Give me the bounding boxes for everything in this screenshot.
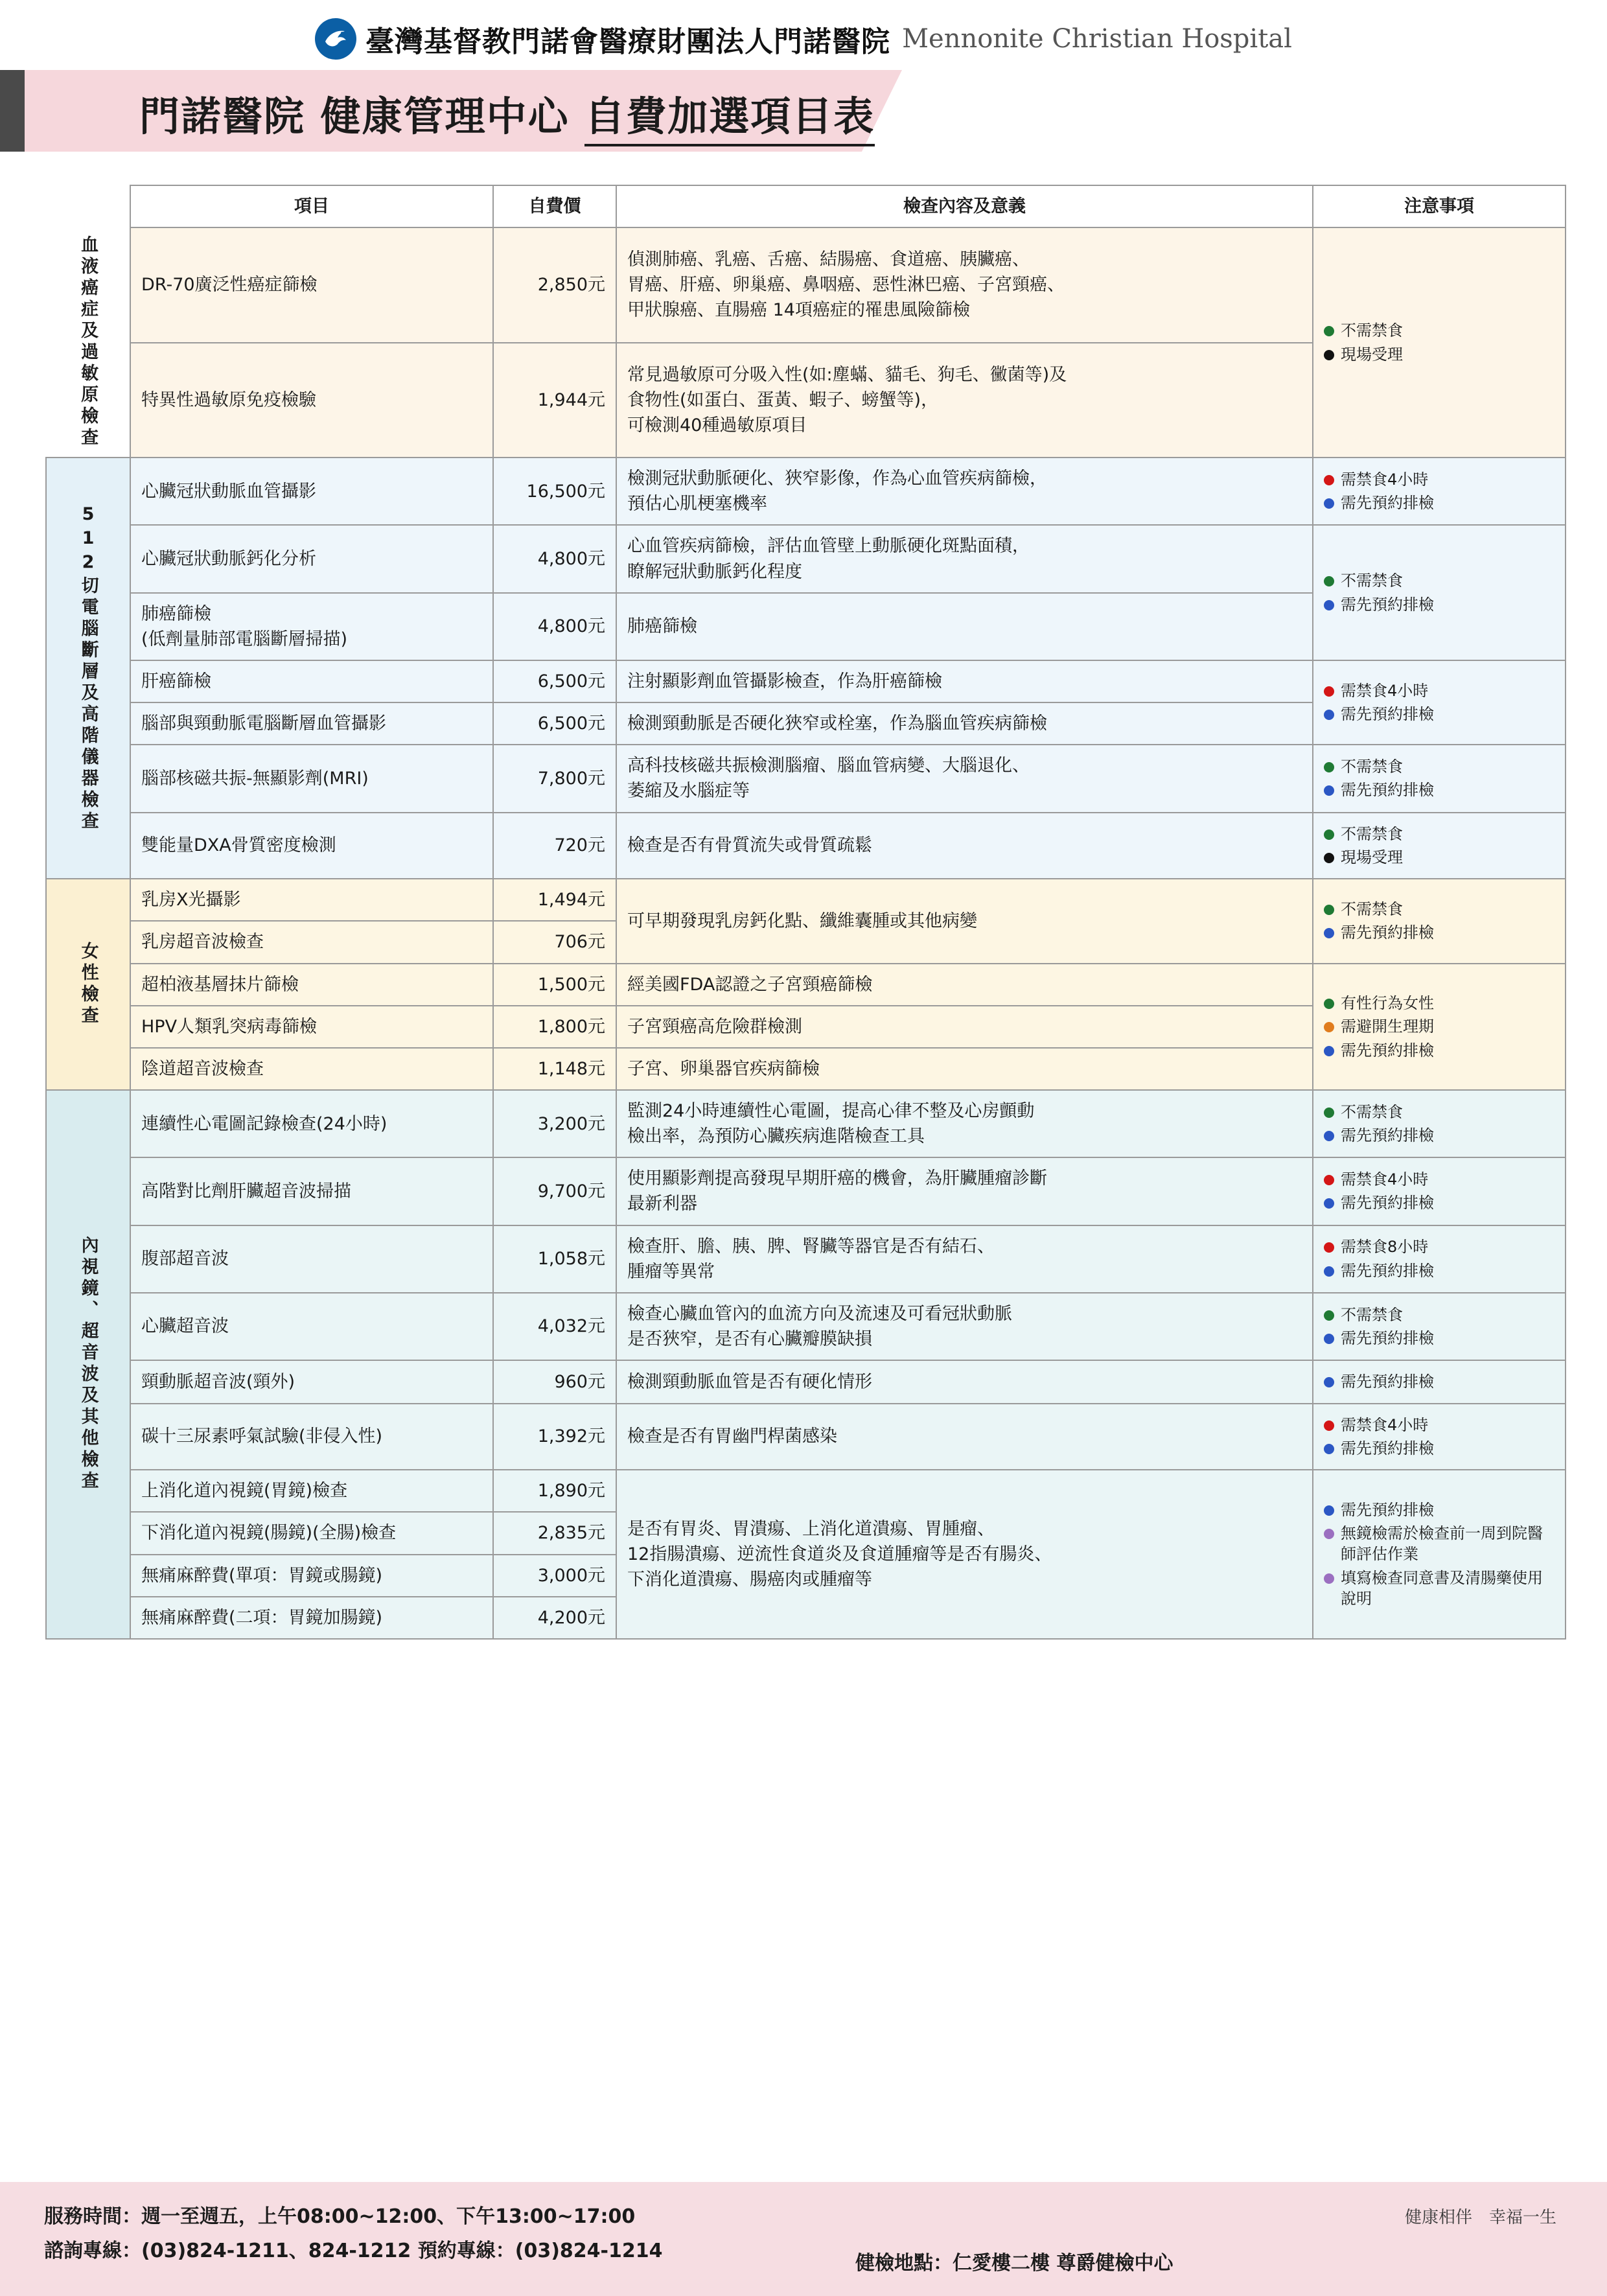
table-row — [46, 525, 1566, 592]
row-price: 3,200元 — [493, 1090, 616, 1157]
note-text: 填寫檢查同意書及清腸藥使用說明 — [1341, 1568, 1543, 1608]
price-table-container — [45, 185, 1565, 1640]
row-item-name: 雙能量DXA骨質密度檢測 — [130, 813, 493, 879]
note-bullet-green-icon — [1324, 576, 1334, 586]
note-line — [1324, 993, 1555, 1014]
note-bullet-blue-icon — [1324, 1444, 1334, 1454]
row-item-name: 腹部超音波 — [130, 1225, 493, 1293]
note-bullet-black-icon — [1324, 853, 1334, 863]
note-text: 不需禁食 — [1341, 321, 1403, 340]
row-description: 可早期發現乳房鈣化點、纖維囊腫或其他病變 — [616, 879, 1313, 963]
row-price: 1,500元 — [493, 964, 616, 1006]
hospital-name-cn: 臺灣基督教門諾會醫療財團法人門諾醫院 — [365, 25, 891, 58]
footer-contact-block — [44, 2200, 663, 2268]
hospital-header — [0, 0, 1607, 60]
row-price: 1,890元 — [493, 1470, 616, 1512]
note-text: 不需禁食 — [1341, 758, 1403, 776]
title-banner-accent-bar — [0, 70, 25, 152]
note-line — [1324, 1328, 1555, 1349]
note-bullet-red-icon — [1324, 1242, 1334, 1253]
row-notes — [1313, 964, 1566, 1090]
row-description: 檢查肝、膽、胰、脾、腎臟等器官是否有結石、 腫瘤等異常 — [616, 1225, 1313, 1293]
row-price: 2,850元 — [493, 227, 616, 343]
row-notes — [1313, 813, 1566, 879]
dove-icon — [315, 18, 356, 60]
note-bullet-blue-icon — [1324, 785, 1334, 796]
row-description: 經美國FDA認證之子宮頸癌篩檢 — [616, 964, 1313, 1006]
row-description: 偵測肺癌、乳癌、舌癌、結腸癌、食道癌、胰臟癌、 胃癌、肝癌、卵巢癌、鼻咽癌、惡性淋巴癌、子宮頸癌、 甲狀腺癌、直腸癌 14項癌症的罹患風險篩檢 — [616, 227, 1313, 343]
note-bullet-green-icon — [1324, 762, 1334, 772]
note-line — [1324, 847, 1555, 868]
table-row — [46, 1360, 1566, 1403]
note-text: 不需禁食 — [1341, 1305, 1403, 1324]
row-price: 16,500元 — [493, 458, 616, 525]
table-row — [46, 660, 1566, 702]
row-item-name: 頸動脈超音波(頸外) — [130, 1360, 493, 1403]
row-description: 高科技核磁共振檢測腦瘤、腦血管病變、大腦退化、 萎縮及水腦症等 — [616, 745, 1313, 812]
column-header-description: 檢查內容及意義 — [616, 185, 1313, 227]
row-description: 注射顯影劑血管攝影檢查，作為肝癌篩檢 — [616, 660, 1313, 702]
row-description: 監測24小時連續性心電圖，提高心律不整及心房顫動 檢出率，為預防心臟疾病進階檢查工具 — [616, 1090, 1313, 1157]
note-text: 需禁食4小時 — [1341, 681, 1429, 700]
note-bullet-red-icon — [1324, 1175, 1334, 1185]
note-line — [1324, 1438, 1555, 1459]
row-description: 檢測冠狀動脈硬化、狹窄影像，作為心血管疾病篩檢， 預估心肌梗塞機率 — [616, 458, 1313, 525]
table-row — [46, 227, 1566, 343]
table-head — [46, 185, 1566, 227]
row-item-name: 心臟冠狀動脈鈣化分析 — [130, 525, 493, 592]
row-item-name: 上消化道內視鏡(胃鏡)檢查 — [130, 1470, 493, 1512]
note-text: 需先預約排檢 — [1341, 1373, 1434, 1391]
row-description: 使用顯影劑提高發現早期肝癌的機會，為肝臟腫瘤診斷 最新利器 — [616, 1157, 1313, 1225]
note-line — [1324, 1500, 1555, 1520]
row-item-name: 超柏液基層抹片篩檢 — [130, 964, 493, 1006]
note-text: 需先預約排檢 — [1341, 1261, 1434, 1280]
row-description: 是否有胃炎、胃潰瘍、上消化道潰瘍、胃腫瘤、 12指腸潰瘍、逆流性食道炎及食道腫瘤等是否有腸炎、 下消化道潰瘍、腸癌肉或腫瘤等 — [616, 1470, 1313, 1639]
note-text: 需先預約排檢 — [1341, 705, 1434, 724]
row-price: 1,058元 — [493, 1225, 616, 1293]
note-bullet-purple-icon — [1324, 1529, 1334, 1539]
table-row — [46, 1225, 1566, 1293]
footer-location: 健檢地點：仁愛樓二樓 尊爵健檢中心 — [855, 2252, 1173, 2275]
note-text: 需先預約排檢 — [1341, 1041, 1434, 1060]
row-notes — [1313, 1293, 1566, 1360]
table-row — [46, 745, 1566, 812]
note-line — [1324, 1192, 1555, 1213]
note-line — [1324, 922, 1555, 943]
note-text: 不需禁食 — [1341, 572, 1403, 590]
row-item-name: 特異性過敏原免疫檢驗 — [130, 343, 493, 458]
row-price: 1,494元 — [493, 879, 616, 921]
page-title — [139, 84, 875, 142]
note-text: 現場受理 — [1341, 345, 1403, 364]
row-description: 心血管疾病篩檢，評估血管壁上動脈硬化斑點面積， 瞭解冠狀動脈鈣化程度 — [616, 525, 1313, 592]
footer-phones: 諮詢專線：(03)824-1211、824-1212 預約專線：(03)824-1214 — [44, 2239, 663, 2262]
hospital-name-en: Mennonite Christian Hospital — [902, 24, 1292, 54]
row-notes — [1313, 458, 1566, 525]
note-bullet-red-icon — [1324, 1421, 1334, 1431]
price-table — [45, 185, 1566, 1640]
category-label-2 — [46, 458, 130, 879]
note-bullet-purple-icon — [1324, 1573, 1334, 1584]
note-text: 需先預約排檢 — [1341, 781, 1434, 800]
table-row — [46, 1090, 1566, 1157]
note-bullet-green-icon — [1324, 905, 1334, 915]
row-item-name: 無痛麻醉費(單項：胃鏡或腸鏡) — [130, 1555, 493, 1597]
note-line — [1324, 1236, 1555, 1257]
note-line — [1324, 824, 1555, 844]
note-line — [1324, 493, 1555, 513]
row-description: 子宮頸癌高危險群檢測 — [616, 1006, 1313, 1048]
row-price: 4,200元 — [493, 1597, 616, 1639]
note-bullet-blue-icon — [1324, 928, 1334, 938]
row-notes — [1313, 1360, 1566, 1403]
row-notes — [1313, 660, 1566, 745]
row-notes — [1313, 227, 1566, 458]
note-text: 需先預約排檢 — [1341, 1194, 1434, 1212]
table-header-spacer — [46, 185, 130, 227]
row-notes — [1313, 525, 1566, 660]
row-price: 2,835元 — [493, 1512, 616, 1554]
note-text: 無鏡檢需於檢查前一周到院醫師評估作業 — [1341, 1524, 1543, 1564]
note-bullet-blue-icon — [1324, 1334, 1334, 1344]
note-text: 需禁食8小時 — [1341, 1238, 1429, 1257]
note-text: 需避開生理期 — [1341, 1017, 1434, 1036]
row-price: 4,800元 — [493, 593, 616, 660]
note-line — [1324, 1102, 1555, 1122]
note-line — [1324, 1260, 1555, 1281]
note-bullet-red-icon — [1324, 475, 1334, 485]
note-text: 需先預約排檢 — [1341, 923, 1434, 942]
note-line — [1324, 1568, 1555, 1610]
note-text: 不需禁食 — [1341, 824, 1403, 843]
note-line — [1324, 344, 1555, 365]
row-item-name: 連續性心電圖記錄檢查(24小時) — [130, 1090, 493, 1157]
row-price: 706元 — [493, 921, 616, 963]
note-text: 需先預約排檢 — [1341, 1439, 1434, 1457]
note-bullet-blue-icon — [1324, 1377, 1334, 1387]
row-price: 1,392元 — [493, 1404, 616, 1470]
row-price: 1,944元 — [493, 343, 616, 458]
note-line — [1324, 469, 1555, 490]
page-title-secondary: 自費加選項目表 — [584, 93, 875, 146]
table-row — [46, 458, 1566, 525]
table-row — [46, 1293, 1566, 1360]
row-description: 檢查是否有胃幽門桿菌感染 — [616, 1404, 1313, 1470]
note-line — [1324, 680, 1555, 701]
row-price: 6,500元 — [493, 660, 616, 702]
note-line — [1324, 1040, 1555, 1061]
row-description: 肺癌篩檢 — [616, 593, 1313, 660]
row-price: 6,500元 — [493, 702, 616, 745]
row-description: 檢測頸動脈是否硬化狹窄或栓塞，作為腦血管疾病篩檢 — [616, 702, 1313, 745]
note-bullet-green-icon — [1324, 1107, 1334, 1118]
note-bullet-blue-icon — [1324, 1505, 1334, 1516]
row-description: 常見過敏原可分吸入性(如:塵蟎、貓毛、狗毛、黴菌等)及 食物性(如蛋白、蛋黃、蝦子、螃蟹等)， 可檢測40種過敏原項目 — [616, 343, 1313, 458]
row-item-name: 下消化道內視鏡(腸鏡)(全腸)檢查 — [130, 1512, 493, 1554]
note-bullet-blue-icon — [1324, 1198, 1334, 1209]
footer-slogan: 健康相伴 幸福一生 — [1404, 2208, 1556, 2227]
row-item-name: 高階對比劑肝臟超音波掃描 — [130, 1157, 493, 1225]
note-bullet-blue-icon — [1324, 1046, 1334, 1056]
note-line — [1324, 1169, 1555, 1190]
note-line — [1324, 1016, 1555, 1037]
category-label-4 — [46, 1090, 130, 1639]
note-line — [1324, 320, 1555, 341]
note-text: 不需禁食 — [1341, 1102, 1403, 1121]
note-text: 需先預約排檢 — [1341, 595, 1434, 614]
note-line — [1324, 1125, 1555, 1146]
row-item-name: 乳房超音波檢查 — [130, 921, 493, 963]
note-bullet-blue-icon — [1324, 710, 1334, 720]
category-label-text: 內視鏡、超音波及其他檢查 — [78, 1236, 98, 1493]
row-notes — [1313, 1225, 1566, 1293]
note-line — [1324, 756, 1555, 777]
note-text: 需先預約排檢 — [1341, 494, 1434, 513]
row-price: 1,148元 — [493, 1048, 616, 1090]
row-item-name: 陰道超音波檢查 — [130, 1048, 493, 1090]
note-bullet-blue-icon — [1324, 1131, 1334, 1141]
note-bullet-blue-icon — [1324, 498, 1334, 509]
row-item-name: 碳十三尿素呼氣試驗(非侵入性) — [130, 1404, 493, 1470]
row-item-name: HPV人類乳突病毒篩檢 — [130, 1006, 493, 1048]
note-text: 需禁食4小時 — [1341, 1170, 1429, 1189]
page-title-primary: 門諾醫院 健康管理中心 — [139, 93, 570, 140]
row-price: 1,800元 — [493, 1006, 616, 1048]
row-notes — [1313, 1090, 1566, 1157]
row-description: 檢測頸動脈血管是否有硬化情形 — [616, 1360, 1313, 1403]
table-row — [46, 964, 1566, 1006]
table-row — [46, 1470, 1566, 1512]
note-text: 需先預約排檢 — [1341, 1126, 1434, 1145]
column-header-price: 自費價 — [493, 185, 616, 227]
row-notes — [1313, 745, 1566, 812]
row-description: 子宮、卵巢器官疾病篩檢 — [616, 1048, 1313, 1090]
table-body — [46, 227, 1566, 1639]
category-label-1 — [46, 227, 130, 458]
note-line — [1324, 1305, 1555, 1325]
note-text: 需禁食4小時 — [1341, 1415, 1429, 1434]
row-price: 4,032元 — [493, 1293, 616, 1360]
row-description: 檢查心臟血管內的血流方向及流速及可看冠狀動脈 是否狹窄，是否有心臟瓣膜缺損 — [616, 1293, 1313, 1360]
category-label-text: 血液癌症及過敏原檢查 — [78, 235, 98, 450]
note-text: 需禁食4小時 — [1341, 470, 1429, 489]
row-notes — [1313, 879, 1566, 963]
note-bullet-green-icon — [1324, 829, 1334, 840]
title-banner — [0, 70, 1607, 152]
note-line — [1324, 780, 1555, 800]
row-item-name: 腦部核磁共振-無顯影劑(MRI) — [130, 745, 493, 812]
note-bullet-orange-icon — [1324, 1022, 1334, 1032]
row-price: 7,800元 — [493, 745, 616, 812]
note-bullet-green-icon — [1324, 1310, 1334, 1321]
note-line — [1324, 899, 1555, 920]
row-price: 4,800元 — [493, 525, 616, 592]
category-label-text: 512切電腦斷層及高階儀器檢查 — [78, 504, 98, 833]
note-line — [1324, 1523, 1555, 1565]
footer-bar — [0, 2182, 1607, 2296]
note-bullet-blue-icon — [1324, 600, 1334, 610]
note-bullet-green-icon — [1324, 999, 1334, 1009]
note-line — [1324, 594, 1555, 615]
note-line — [1324, 704, 1555, 725]
note-text: 需先預約排檢 — [1341, 1500, 1434, 1519]
row-item-name: 乳房X光攝影 — [130, 879, 493, 921]
table-row — [46, 879, 1566, 921]
row-item-name: 腦部與頸動脈電腦斷層血管攝影 — [130, 702, 493, 745]
row-price: 720元 — [493, 813, 616, 879]
row-notes — [1313, 1404, 1566, 1470]
row-description: 檢查是否有骨質流失或骨質疏鬆 — [616, 813, 1313, 879]
category-label-3 — [46, 879, 130, 1090]
category-label-text: 女性檢查 — [78, 942, 98, 1028]
note-text: 不需禁食 — [1341, 900, 1403, 919]
row-item-name: 心臟超音波 — [130, 1293, 493, 1360]
footer-service-hours: 服務時間：週一至週五，上午08:00~12:00、下午13:00~17:00 — [44, 2205, 636, 2228]
column-header-item: 項目 — [130, 185, 493, 227]
note-line — [1324, 1371, 1555, 1392]
note-bullet-green-icon — [1324, 326, 1334, 336]
row-price: 9,700元 — [493, 1157, 616, 1225]
table-row — [46, 1157, 1566, 1225]
row-item-name: 肝癌篩檢 — [130, 660, 493, 702]
note-text: 需先預約排檢 — [1341, 1329, 1434, 1348]
note-line — [1324, 1415, 1555, 1435]
table-row — [46, 1404, 1566, 1470]
row-notes — [1313, 1157, 1566, 1225]
row-item-name: 無痛麻醉費(二項：胃鏡加腸鏡) — [130, 1597, 493, 1639]
row-item-name: 肺癌篩檢 (低劑量肺部電腦斷層掃描) — [130, 593, 493, 660]
row-price: 3,000元 — [493, 1555, 616, 1597]
table-row — [46, 813, 1566, 879]
row-price: 960元 — [493, 1360, 616, 1403]
note-text: 有性行為女性 — [1341, 993, 1434, 1012]
note-bullet-blue-icon — [1324, 1266, 1334, 1277]
row-item-name: DR-70廣泛性癌症篩檢 — [130, 227, 493, 343]
note-line — [1324, 570, 1555, 591]
column-header-note: 注意事項 — [1313, 185, 1566, 227]
row-item-name: 心臟冠狀動脈血管攝影 — [130, 458, 493, 525]
note-text: 現場受理 — [1341, 848, 1403, 866]
note-bullet-black-icon — [1324, 350, 1334, 360]
row-notes — [1313, 1470, 1566, 1639]
note-bullet-red-icon — [1324, 686, 1334, 697]
